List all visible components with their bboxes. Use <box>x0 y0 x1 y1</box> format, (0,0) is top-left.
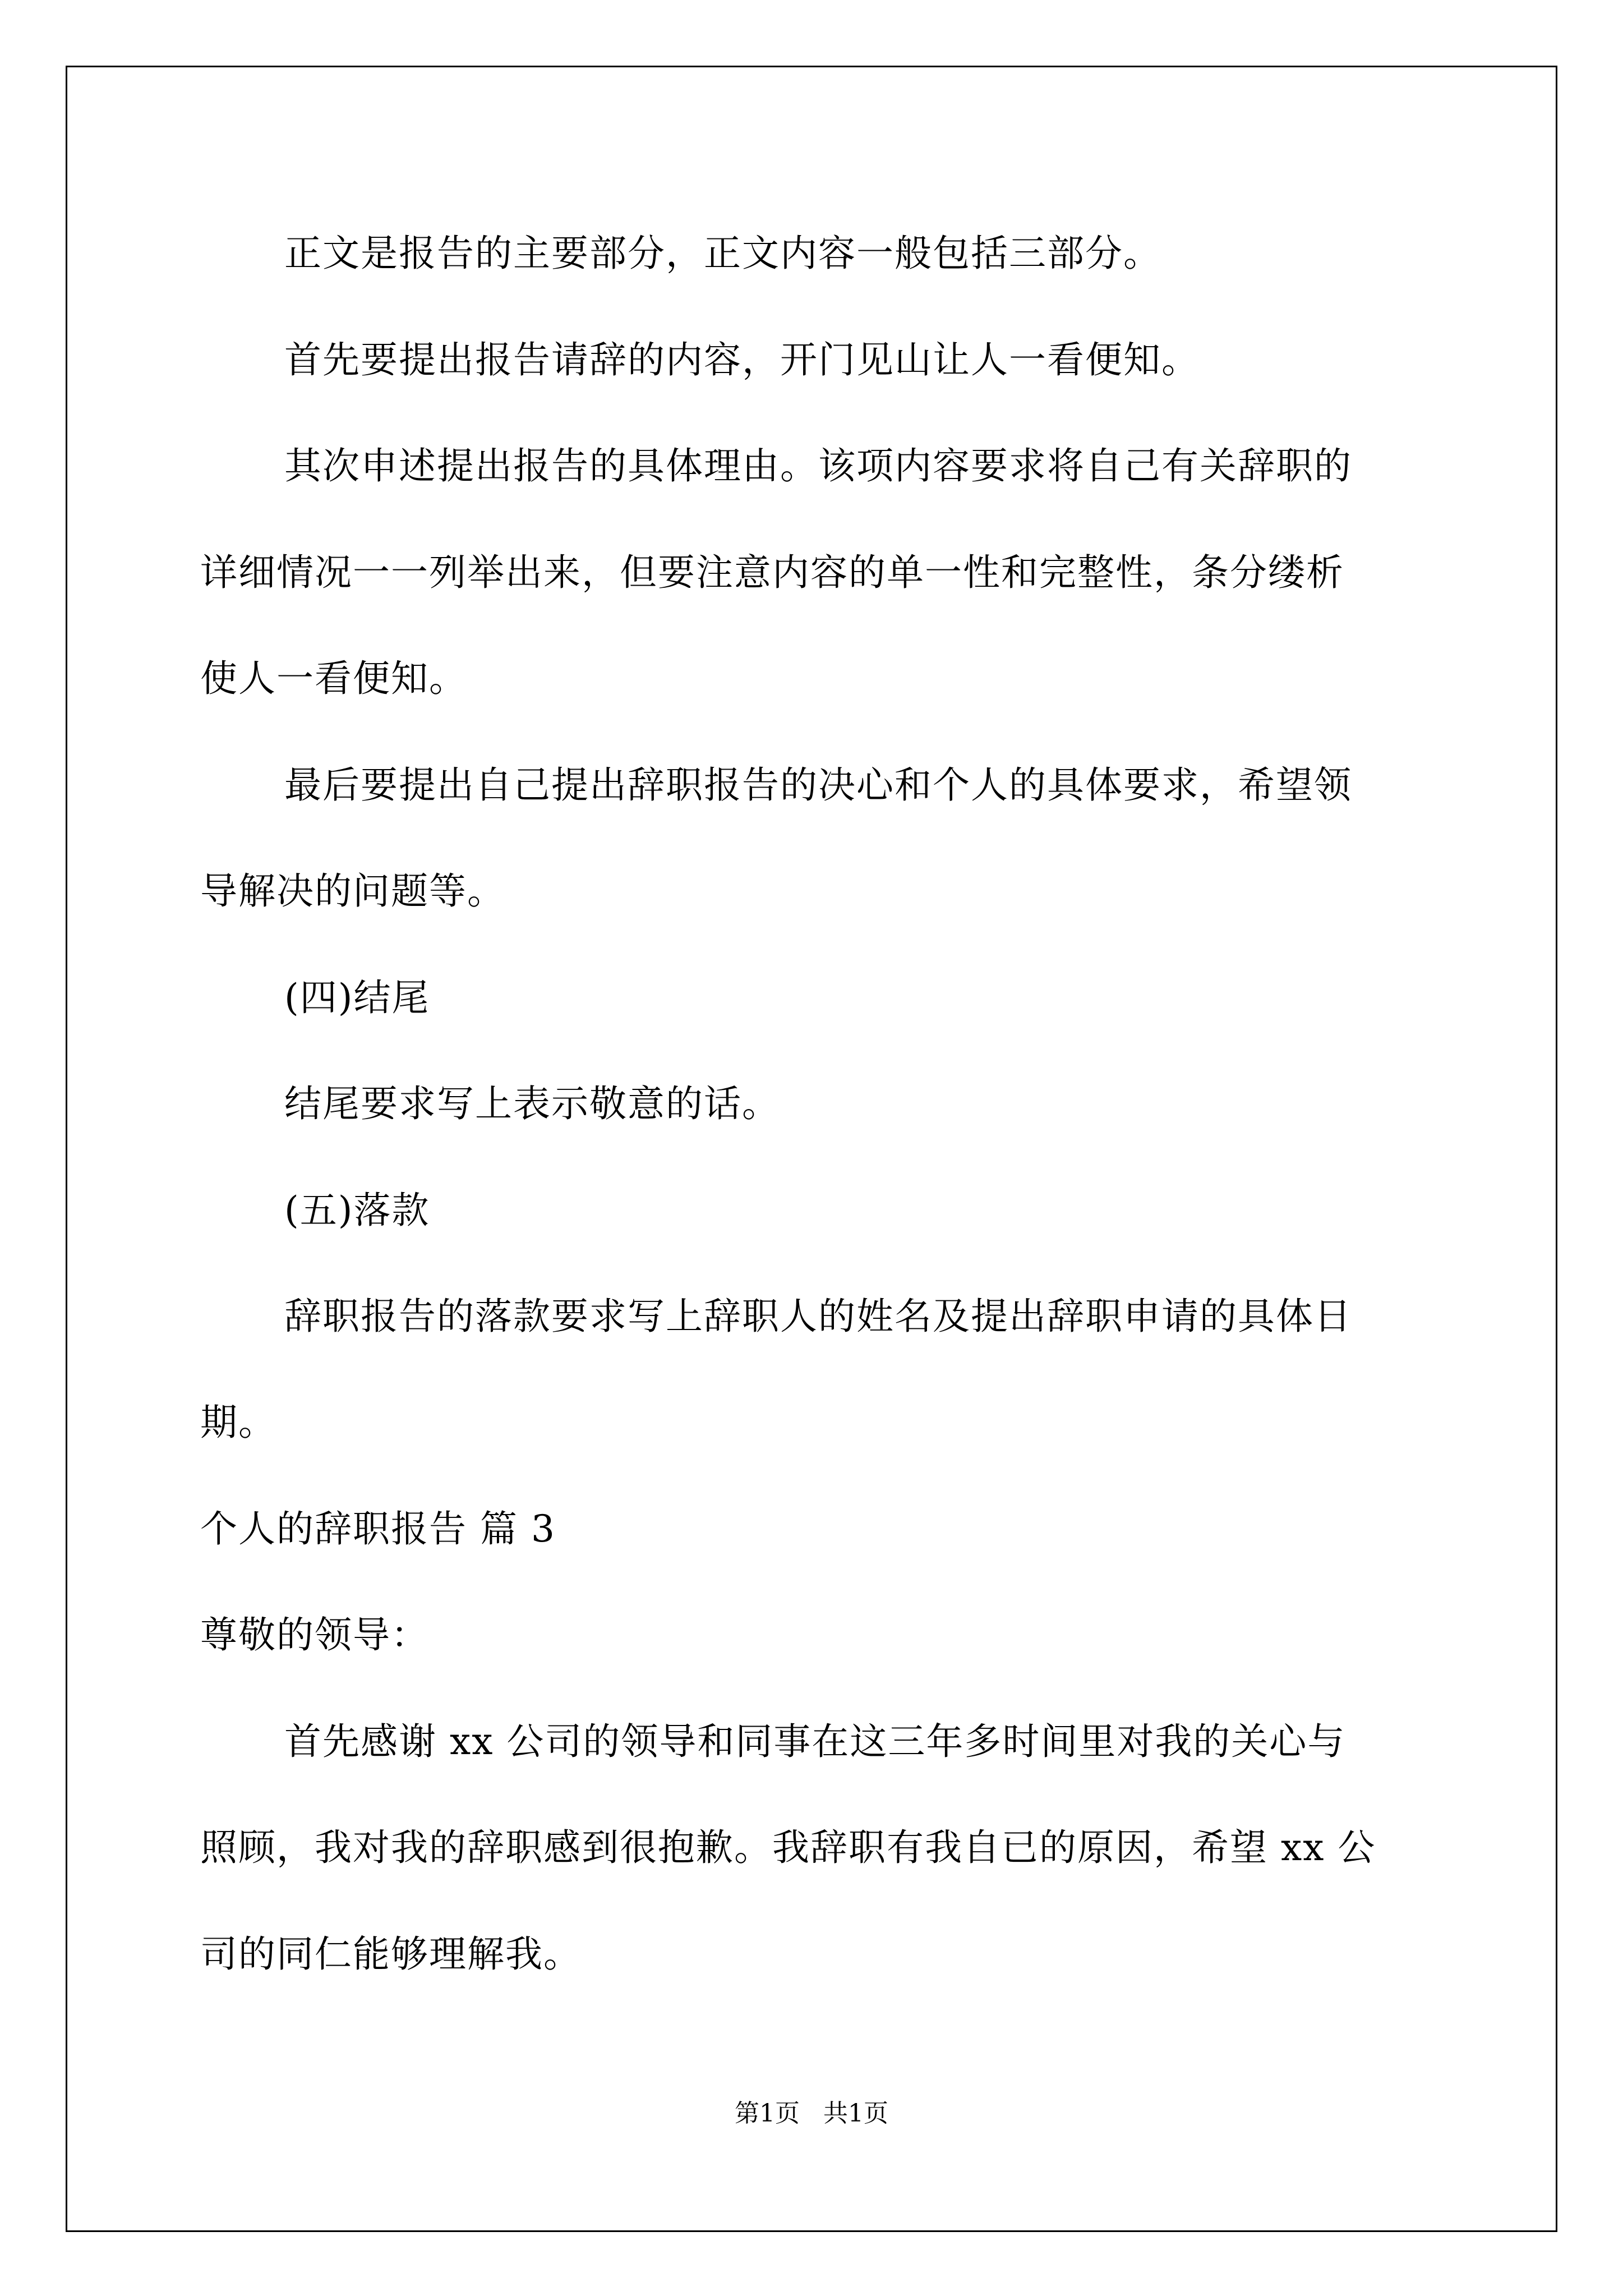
page-border <box>66 66 1557 2232</box>
body-paragraph-line: 使人一看便知。 <box>200 657 467 700</box>
body-paragraph-line: 其次申述提出报告的具体理由。该项内容要求将自己有关辞职的 <box>284 444 1352 487</box>
page-footer: 第1页 共1页 <box>735 2099 888 2128</box>
document-title: 个人的辞职报告 篇 3 <box>200 1507 556 1550</box>
body-paragraph-line: 司的同仁能够理解我。 <box>200 1932 582 1976</box>
body-paragraph-line: 首先感谢 xx 公司的领导和同事在这三年多时间里对我的关心与 <box>284 1720 1346 1763</box>
body-paragraph-line: 详细情况一一列举出来，但要注意内容的单一性和完整性，条分缕析 <box>200 551 1344 594</box>
section-heading: (四)结尾 <box>284 976 430 1019</box>
body-paragraph-line: 首先要提出报告请辞的内容，开门见山让人一看便知。 <box>284 338 1200 381</box>
section-heading: (五)落款 <box>284 1189 430 1232</box>
body-paragraph-line: 正文是报告的主要部分，正文内容一般包括三部分。 <box>284 232 1161 275</box>
body-paragraph-line: 最后要提出自己提出辞职报告的决心和个人的具体要求，希望领 <box>284 763 1352 807</box>
salutation: 尊敬的领导： <box>200 1613 429 1657</box>
body-paragraph-line: 结尾要求写上表示敬意的话。 <box>284 1082 780 1125</box>
body-paragraph-line: 导解决的问题等。 <box>200 869 505 913</box>
body-paragraph-line: 期。 <box>200 1401 276 1444</box>
body-paragraph-line: 照顾，我对我的辞职感到很抱歉。我辞职有我自已的原因，希望 xx 公 <box>200 1826 1376 1869</box>
body-paragraph-line: 辞职报告的落款要求写上辞职人的姓名及提出辞职申请的具体日 <box>284 1295 1352 1338</box>
